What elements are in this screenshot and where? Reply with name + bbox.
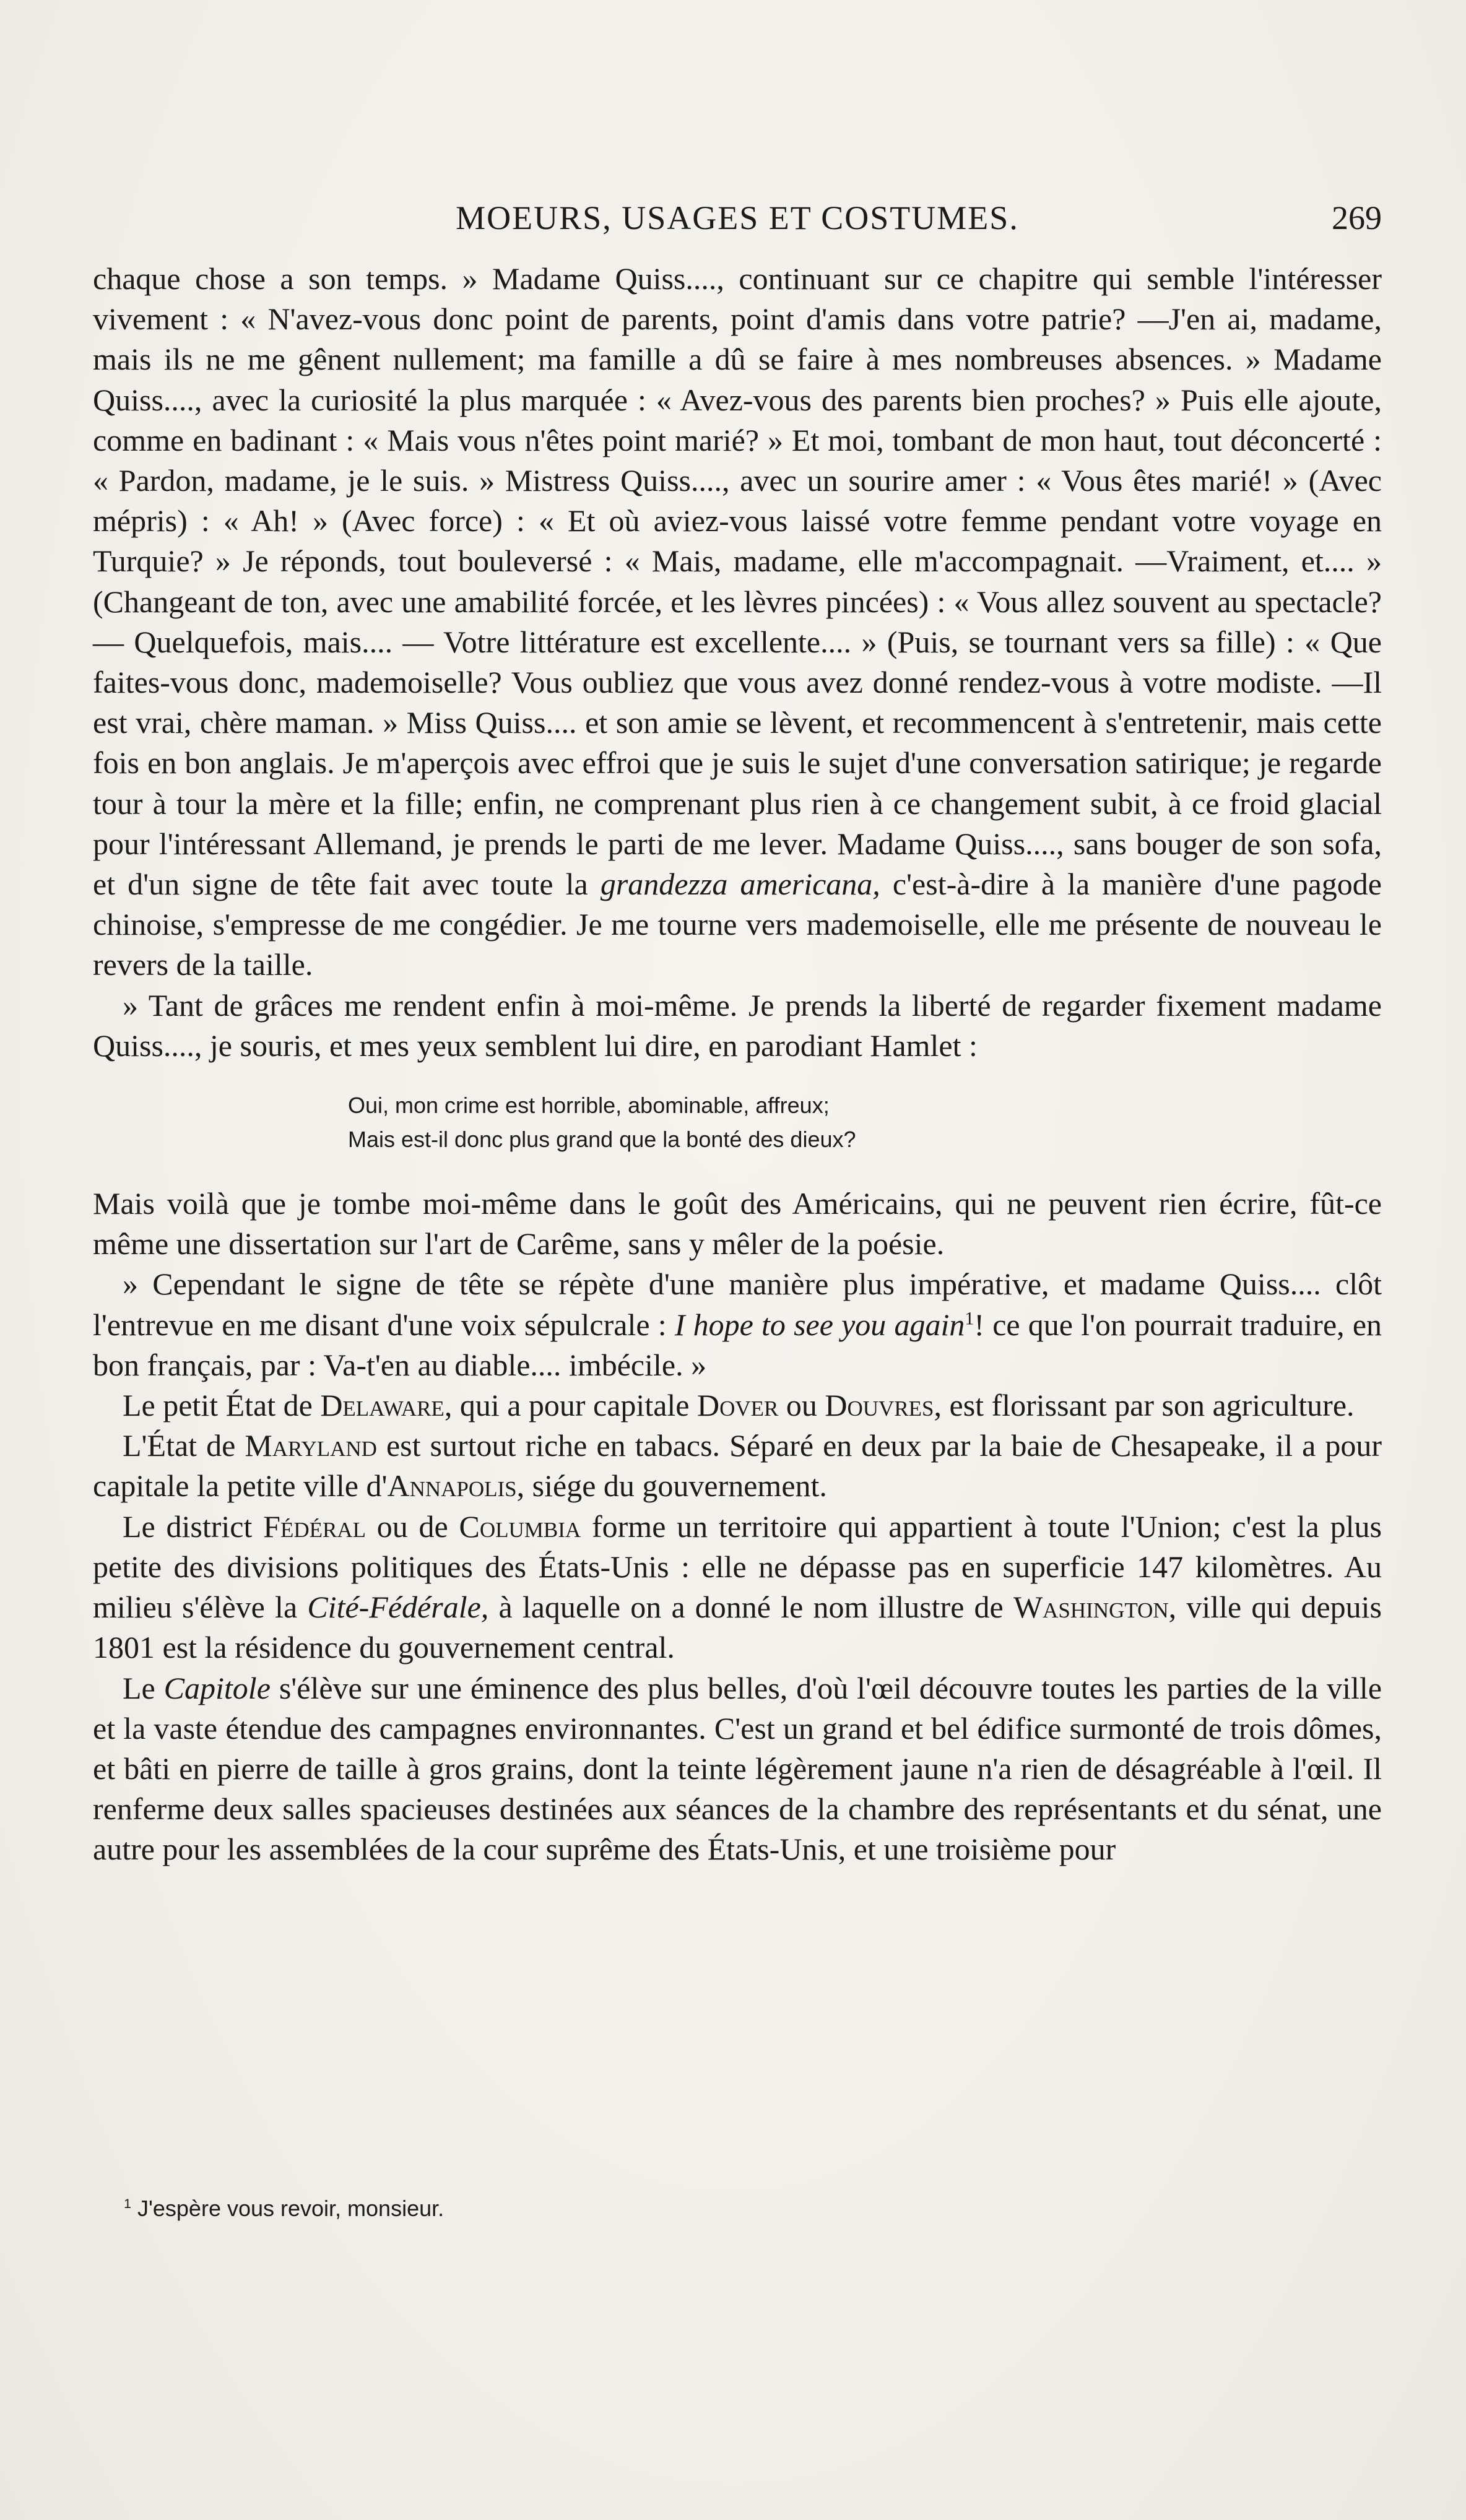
paragraph-7-part-b: ou de	[366, 1509, 459, 1544]
paragraph-2: » Tant de grâces me rendent enfin à moi-même. Je prends la liberté de regarder fixement madame Quiss...., je souris, et mes yeux semblent lui dire, en parodiant Hamlet :	[93, 987, 1382, 1063]
paragraph-6	[93, 1426, 1382, 1506]
place-maryland: Maryland	[245, 1428, 377, 1463]
place-annapolis: Annapolis	[387, 1468, 517, 1504]
body-text	[93, 259, 1382, 1870]
paragraph-6-part-c: , siége du gouvernement.	[516, 1468, 827, 1504]
paragraph-1-italic: grandezza americana,	[600, 867, 880, 902]
place-federal: Fédéral	[263, 1509, 366, 1544]
place-delaware: Delaware	[320, 1388, 445, 1423]
verse-line-2: Mais est-il donc plus grand que la bonté des dieux?	[348, 1127, 856, 1153]
verse-quote	[348, 1088, 1382, 1156]
running-header	[93, 193, 1382, 243]
paragraph-4-italic: I hope to see you again	[674, 1307, 965, 1342]
verse-line-1: Oui, mon crime est horrible, abominable, affreux;	[348, 1093, 830, 1119]
footnote-text: J'espère vous revoir, monsieur.	[131, 2196, 445, 2221]
paragraph-1-text: chaque chose a son temps. » Madame Quiss...., continuant sur ce chapitre qui semble l'intéresser vivement : « N'avez-vous donc point de parents, point d'amis dans votre patrie? —J'en ai, madame, mais ils ne me gênent nullement; ma famille a dû se faire à mes nombreuses absences. » Madame Quiss...., avec la curiosité la plus marquée : « Avez-vous des parents bien proches? » Puis elle ajoute, comme en badinant : « Mais vous n'êtes point marié? » Et moi, tombant de mon haut, tout déconcerté : « Pardon, madame, je le suis. » Mistress Quiss...., avec un sourire amer : « Vous êtes marié! » (Avec mépris) : « Ah! » (Avec force) : « Et où aviez-vous laissé votre femme pendant votre voyage en Turquie? » Je réponds, tout bouleversé : « Mais, madame, elle m'accompagnait. —Vraiment, et.... » (Changeant de ton, avec une amabilité forcée, et les lèvres pincées) : « Vous allez souvent au spectacle? — Quelquefois, mais.... — Votre littérature est excellente.... » (Puis, se tournant vers sa fille) : « Que faites-vous donc, mademoiselle? Vous oubliez que vous avez donné rendez-vous à votre modiste. —Il est vrai, chère maman. » Miss Quiss.... et son amie se lèvent, et recommencent à s'entretenir, mais cette fois en bon anglais. Je m'aperçois avec effroi que je suis le sujet d'une conversation satirique; je regarde tour à tour la mère et la fille; enfin, ne comprenant plus rien à ce changement subit, à ce froid glacial pour l'intéressant Allemand, je prends le parti de me lever. Madame Quiss...., sans bouger de son sofa, et d'un signe de tête fait avec toute la	[93, 261, 1382, 902]
paragraph-5-part-d: , est florissant par son agriculture.	[934, 1388, 1355, 1423]
paragraph-5-part-a: Le petit État de	[123, 1388, 321, 1423]
chapter-title: MOEURS, USAGES ET COSTUMES.	[456, 199, 1019, 236]
footnote-reference: 1	[965, 1308, 974, 1329]
paragraph-8-part-b: s'élève sur une éminence des plus belles, d'où l'œil découvre toutes les parties de la ville et la vaste étendue des campagnes environnantes. C'est un grand et bel édifice surmonté de trois dômes, et bâti en pierre de taille à gros grains, dont la teinte légèrement jaune n'a rien de désagréable à l'œil. Il renferme deux salles spacieuses destinées aux séances de la chambre des représentants et du sénat, une autre pour les assemblées de la cour suprême des États-Unis, et une troisième pour	[93, 1670, 1382, 1867]
paragraph-4-start: » Cependant le signe de tête se répète d'une manière plus impérative, et madame Quiss.... clôt l'entrevue en me disant d'une voix sépulcrale :	[93, 1266, 1382, 1342]
paragraph-1	[93, 259, 1382, 985]
paragraph-5	[93, 1385, 1382, 1426]
paragraph-6-part-b: est surtout riche en tabacs. Séparé en deux par la baie de Chesapeake, il a pour capitale la petite ville d'	[93, 1428, 1382, 1504]
place-cite-federale: Cité-Fédérale,	[307, 1590, 489, 1625]
place-dover: Dover	[697, 1388, 779, 1423]
paragraph-8	[93, 1668, 1382, 1870]
paragraph-7-part-c: forme un territoire qui appartient à toute l'Union; c'est la plus petite des divisions politiques des États-Unis : elle ne dépasse pas en superficie 147 kilomètres. Au milieu s'élève la	[93, 1509, 1382, 1625]
paragraph-3: Mais voilà que je tombe moi-même dans le goût des Américains, qui ne peuvent rien écrire, fût-ce même une dissertation sur l'art de Carême, sans y mêler de la poésie.	[93, 1186, 1382, 1262]
paragraph-7	[93, 1507, 1382, 1668]
place-columbia: Columbia	[459, 1509, 581, 1544]
paragraph-1-end: c'est-à-dire à la manière d'une pagode chinoise, s'empresse de me congédier. Je me tourne vers mademoiselle, elle me présente de nouveau le revers de la taille.	[93, 867, 1382, 982]
paragraph-7-part-d: à laquelle on a donné le nom illustre de	[488, 1590, 1013, 1625]
footnote-marker: 1	[124, 2196, 132, 2211]
paragraph-7-part-e: , ville qui depuis 1801 est la résidence du gouvernement central.	[93, 1590, 1382, 1665]
paragraph-7-part-a: Le district	[123, 1509, 264, 1544]
place-capitole: Capitole	[163, 1670, 271, 1705]
paragraph-5-part-c: ou	[778, 1388, 825, 1423]
paragraph-5-part-b: , qui a pour capitale	[444, 1388, 697, 1423]
footnote	[124, 2191, 444, 2225]
paragraph-4-end: ! ce que l'on pourrait traduire, en bon français, par : Va-t'en au diable.... imbécile. »	[93, 1307, 1382, 1382]
page-number: 269	[1332, 199, 1382, 236]
paragraph-4	[93, 1264, 1382, 1385]
paragraph-6-part-a: L'État de	[123, 1428, 245, 1463]
paragraph-8-part-a: Le	[123, 1670, 164, 1705]
place-douvres: Douvres	[825, 1388, 934, 1423]
place-washington: Washington	[1013, 1590, 1169, 1625]
